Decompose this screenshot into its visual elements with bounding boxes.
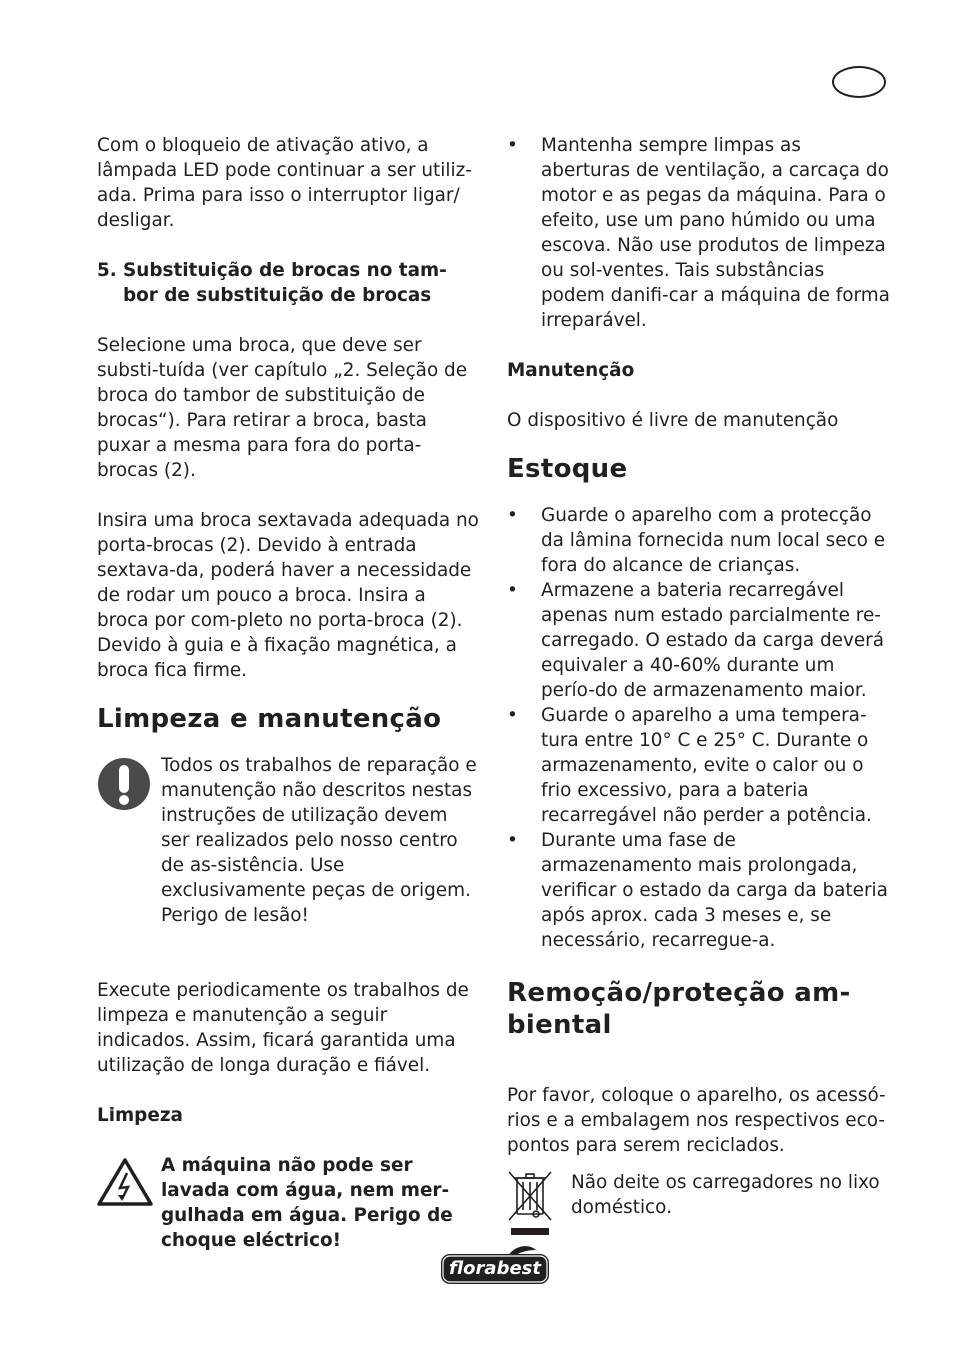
storage-bullet-text: Armazene a bateria recarregável apenas num estado parcialmente re-carregado. O estado da carga deverá equivaler a 40-60% durante um perío-do de armazenamento maior.	[541, 580, 885, 701]
section-5-number: 5.	[97, 260, 117, 281]
list-item	[507, 703, 891, 828]
cleaning-subheading: Limpeza	[97, 1105, 183, 1126]
exclamation-icon	[97, 757, 151, 811]
shock-warning	[97, 1153, 481, 1253]
electric-shock-warning-icon	[97, 1157, 153, 1207]
bullet-glyph: •	[507, 580, 518, 601]
bullet-glyph: •	[507, 705, 518, 726]
cleaning-maintenance-heading: Limpeza e manutenção	[97, 704, 442, 734]
warning-note	[97, 753, 481, 928]
storage-heading: Estoque	[507, 454, 628, 484]
bin-note	[507, 1170, 891, 1247]
disposal-heading: Remoção/proteção am-biental	[507, 978, 851, 1040]
storage-bullet-text: Durante uma fase de armazenamento mais prolongada, verificar o estado da carga da bateria após aprox. cada 3 meses e, se necessário, recarregue-a.	[541, 830, 888, 951]
intro-paragraph: Com o bloqueio de ativação ativo, a lâmpada LED pode continuar a ser utiliz-ada. Prima para isso o interruptor ligar/ desligar.	[97, 135, 472, 231]
crossed-out-bin-icon	[507, 1170, 555, 1240]
section-5-heading: Substituição de brocas no tam-bor de substituição de brocas	[123, 260, 447, 306]
bullet-glyph: •	[507, 135, 518, 156]
bullet-glyph: •	[507, 505, 518, 526]
list-item	[507, 133, 891, 333]
storage-bullet-text: Guarde o aparelho a uma tempera-tura entre 10° C e 25° C. Durante o armazenamento, evite o calor ou o frio excessivo, para a bateria recarregável não perder a potência.	[541, 705, 872, 826]
language-badge	[832, 66, 886, 98]
maintenance-text: O dispositivo é livre de manutenção	[507, 410, 839, 431]
storage-bullets	[507, 503, 891, 953]
maintenance-subheading: Manutenção	[507, 360, 635, 381]
list-item	[507, 503, 891, 578]
left-column	[97, 133, 481, 1253]
cleaning-bullets	[507, 133, 891, 333]
storage-bullet-text: Guarde o aparelho com a protecção da lâmina fornecida num local seco e fora do alcance de crianças.	[541, 505, 886, 576]
insert-bit-paragraph: Insira uma broca sextavada adequada no porta-brocas (2). Devido à entrada sextava-da, poderá haver a necessidade de rodar um pouco a broca. Insira a broca por com-pleto no porta-broca (2). Devido à guia e à fixação magnética, a broca fica firme.	[97, 510, 479, 681]
list-item	[507, 828, 891, 953]
list-item	[507, 578, 891, 703]
cleaning-bullet-text: Mantenha sempre limpas as aberturas de ventilação, a carcaça do motor e as pegas da máquina. Para o efeito, use um pano húmido ou uma escova. Não use produtos de limpeza ou sol-ventes. Tais substâncias podem danifi-car a máquina de forma irreparável.	[541, 135, 890, 331]
disposal-paragraph: Por favor, coloque o aparelho, os acessó-rios e a embalagem nos respectivos eco-pontos para serem reciclados.	[507, 1085, 886, 1156]
section-5-title	[97, 258, 481, 308]
select-bit-paragraph: Selecione uma broca, que deve ser substi-tuída (ver capítulo „2. Seleção de broca do tambor de substituição de brocas“). Para retirar a broca, basta puxar a mesma para fora do porta-brocas (2).	[97, 335, 468, 481]
right-column	[507, 133, 891, 1247]
periodic-maintenance-paragraph: Execute periodicamente os trabalhos de limpeza e manutenção a seguir indicados. Assim, ficará garantida uma utilização de longa duração e fiável.	[97, 980, 469, 1076]
bullet-glyph: •	[507, 830, 518, 851]
shock-warning-text: A máquina não pode ser lavada com água, nem mer-gulhada em água. Perigo de choque eléctrico!	[161, 1155, 453, 1251]
logo-text: florabest	[449, 1258, 541, 1279]
bin-note-text: Não deite os carregadores no lixo doméstico.	[571, 1172, 880, 1218]
warning-note-text: Todos os trabalhos de reparação e manutenção não descritos nestas instruções de utilização devem ser realizados pelo nosso centro de as-sistência. Use exclusivamente peças de origem. Perigo de lesão!	[161, 755, 477, 926]
